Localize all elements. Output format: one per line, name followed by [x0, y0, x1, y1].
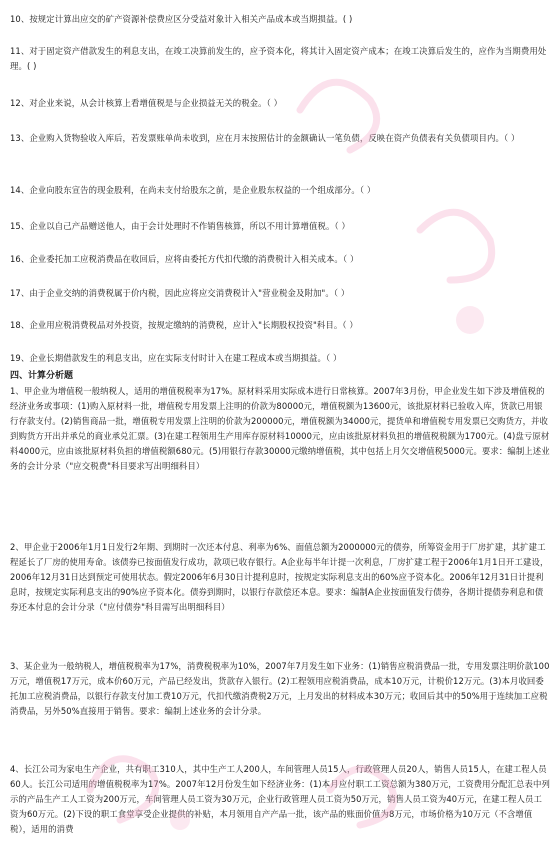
question-15: 15、企业以自己产品赠送他人，由于会计处理时不作销售核算，所以不用计算增值税。（ ）: [10, 221, 350, 231]
problem-4: 4、长江公司为家电生产企业，共有职工310人，其中生产工人200人，车间管理人员15人，行政管理人员20人，销售人员15人，在建工程人员60人。长江公司适用的增值税税率为17%。2007年12月份发生如下经济业务：(1)本月应付职工工资总额为380万元，工资费用分配汇总表中列示的产品生产工人工资为200万元，车间管理人员工资为30万元，企业行政管理人员工资为50万元，销售人员工资为40万元，在建工程人员工资为60万元。(2)下设的职工食堂享受企业提供的补贴，本月领用自产产品一批，该产品的账面价值为8万元，市场价格为10万元（不含增值税），适用的消费: [10, 764, 550, 834]
question-13: 13、企业购入货物验收入库后，若发票账单尚未收到，应在月末按照估计的金额确认一笔负债，反映在资产负债表有关负债项目内。（ ）: [10, 133, 520, 143]
problem-3: 3、某企业为一般纳税人，增值税税率为17%，消费税税率为10%，2007年7月发生如下业务：(1)销售应税消费品一批，专用发票注明价款100万元，增值税17万元，成本价60万元，产品已经发出，货款存入银行。(2)工程领用应税消费品，成本10万元，计税价12万元。(3)本月收回委托加工应税消费品，以银行存款支付加工费10万元，代扣代缴消费税2万元，上月发出的材料成本30万元；收回后其中的50%用于连续加工应税消费品，另外50%直接用于销售。要求：编制上述业务的会计分录。: [10, 661, 550, 716]
problem-1: 1、甲企业为增值税一般纳税人，适用的增值税税率为17%。原材料采用实际成本进行日常核算。2007年3月份，甲企业发生如下涉及增值税的经济业务或事项：(1)购入原材料一批，增值税专用发票上注明的价款为80000元，增值税额为13600元，该批原材料已验收入库，货款已用银行存款支付。(2)销售商品一批，增值税专用发票上注明的价款为200000元，增值税额为34000元，提货单和增值税专用发票已交购货方，并收到购货方开出并承兑的商业承兑汇票。(3)在建工程领用生产用库存原材料10000元，应由该批原材料负担的增值税税额为1700元。(4)盘亏原材料4000元，应由该批原材料负担的增值税额680元。(5)用银行存款30000元缴纳增值税，其中包括上月欠交增值税5000元。要求：编制上述业务的会计分录（"应交税费"科目要求写出明细科目）: [10, 386, 550, 471]
question-17: 17、由于企业交纳的消费税属于价内税，因此应将应交消费税计入"营业税金及附加"。（ ）: [10, 288, 350, 298]
question-14: 14、企业向股东宣告的现金股利，在尚未支付给股东之前，是企业股东权益的一个组成部分。（ ）: [10, 185, 376, 195]
question-16: 16、企业委托加工应税消费品在收回后，应将由委托方代扣代缴的消费税计入相关成本。（ ）: [10, 254, 359, 264]
problem-2: 2、甲企业于2006年1月1日发行2年期、到期时一次还本付息、利率为6%、面值总额为2000000元的债券，所筹资金用于厂房扩建，其扩建工程延长了厂房的使用寿命。该债券已按面值发行成功，款项已收存银行。A企业每半年计提一次利息，厂房扩建工程于2006年1月1日开工建设，2006年12月31日达到预定可使用状态。假定2006年6月30日计提利息时，按规定实际利息支出的60%应予资本化。2006年12月31日计提利息时，按规定实际利息支出的90%应予资本化。债券到期时，以银行存款偿还本息。要求：编制A企业按面值发行债券，各期计提债券利息和债券还本付息的会计分录（"应付债券"科目需写出明细科目）: [10, 542, 549, 612]
question-18: 18、企业用应税消费税品对外投资，按规定缴纳的消费税，应计入"长期股权投资"科目。（ ）: [10, 320, 358, 330]
question-11: 11、对于固定资产借款发生的利息支出，在竣工决算前发生的，应予资本化，将其计入固定资产成本；在竣工决算后发生的，应作为当期费用处理。( ): [10, 46, 547, 71]
section-title: 四、计算分析题: [10, 371, 74, 381]
question-10: 10、按规定计算出应交的矿产资源补偿费应区分受益对象计入相关产品成本或当期损益。( ): [10, 14, 353, 24]
question-19: 19、企业长期借款发生的利息支出，应在实际支付时计入在建工程成本或当期损益。（ ）: [10, 353, 342, 363]
question-12: 12、对企业来说，从会计核算上看增值税是与企业损益无关的税金。（ ）: [10, 98, 283, 108]
